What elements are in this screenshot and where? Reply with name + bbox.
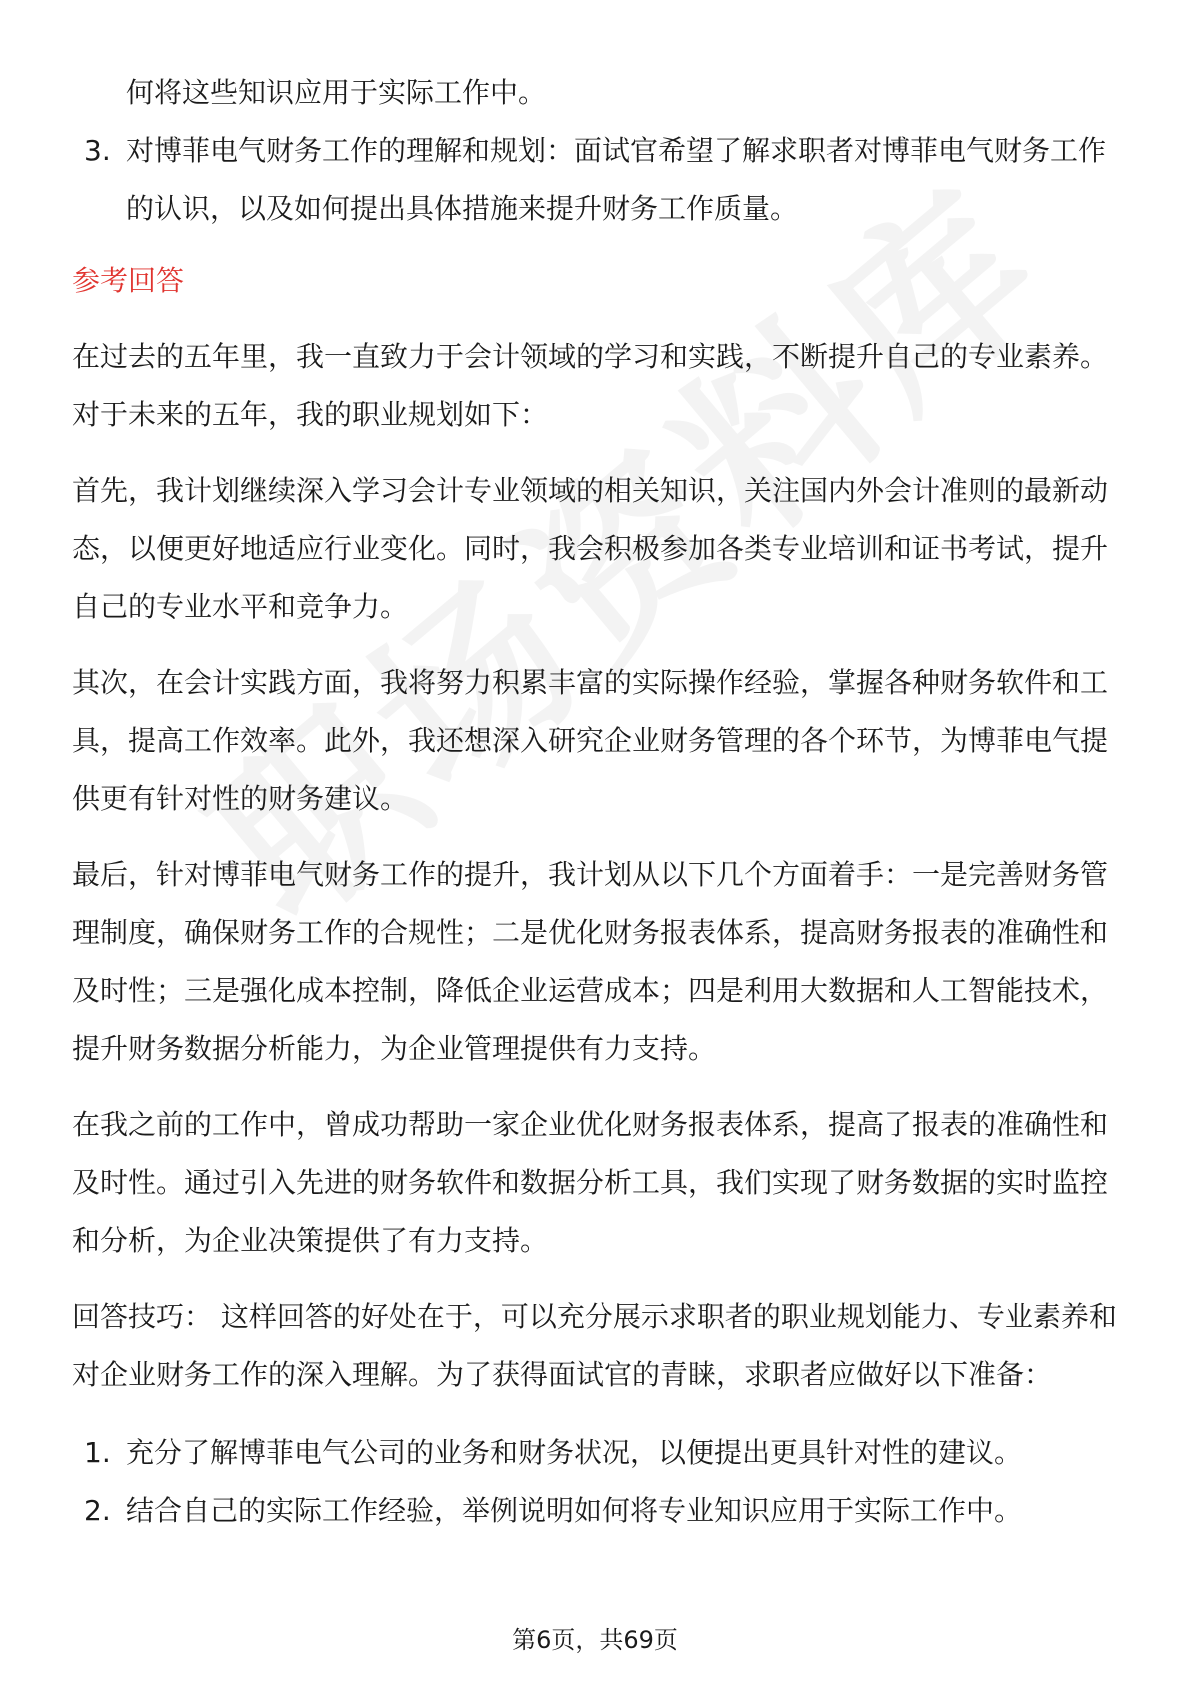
- list-number: 1.: [84, 1436, 111, 1469]
- paragraph-second: 其次，在会计实践方面，我将努力积累丰富的实际操作经验，掌握各种财务软件和工具，提高工作效率。此外，我还想深入研究企业财务管理的各个环节，为博菲电气提供更有针对性的财务建议。: [72, 666, 1109, 815]
- list-item: [72, 1482, 1122, 1540]
- list-item-continuation: 何将这些知识应用于实际工作中。: [126, 76, 547, 109]
- list-item-3: [72, 122, 1122, 238]
- paragraph-last: 最后，针对博菲电气财务工作的提升，我计划从以下几个方面着手：一是完善财务管理制度，确保财务工作的合规性；二是优化财务报表体系，提高财务报表的准确性和及时性；三是强化成本控制，降低企业运营成本；四是利用大数据和人工智能技术，提升财务数据分析能力，为企业管理提供有力支持。: [72, 858, 1109, 1065]
- list-number: 2.: [84, 1494, 111, 1527]
- list-item-text: 对博菲电气财务工作的理解和规划：面试官希望了解求职者对博菲电气财务工作的认识，以及如何提出具体措施来提升财务工作质量。: [126, 134, 1107, 225]
- list-item: [72, 1424, 1122, 1482]
- paragraph-first: 首先，我计划继续深入学习会计专业领域的相关知识，关注国内外会计准则的最新动态，以便更好地适应行业变化。同时，我会积极参加各类专业培训和证书考试，提升自己的专业水平和竞争力。: [72, 474, 1109, 623]
- list-item-text: 结合自己的实际工作经验，举例说明如何将专业知识应用于实际工作中。: [126, 1494, 1023, 1527]
- page-footer: 第6页，共69页: [512, 1626, 678, 1654]
- document-page: [72, 64, 1122, 1540]
- paragraph-tips: 回答技巧： 这样回答的好处在于，可以充分展示求职者的职业规划能力、专业素养和对企业财务工作的深入理解。为了获得面试官的青睐，求职者应做好以下准备：: [72, 1300, 1117, 1391]
- paragraph-experience: 在我之前的工作中，曾成功帮助一家企业优化财务报表体系，提高了报表的准确性和及时性。通过引入先进的财务软件和数据分析工具，我们实现了财务数据的实时监控和分析，为企业决策提供了有力支持。: [72, 1108, 1109, 1257]
- tips-list: [72, 1424, 1122, 1540]
- paragraph-intro: 在过去的五年里，我一直致力于会计领域的学习和实践，不断提升自己的专业素养。对于未来的五年，我的职业规划如下：: [72, 340, 1109, 431]
- list-number: 3.: [84, 134, 111, 167]
- section-heading: 参考回答: [72, 264, 185, 297]
- list-item-text: 充分了解博菲电气公司的业务和财务状况，以便提出更具针对性的建议。: [126, 1436, 1023, 1469]
